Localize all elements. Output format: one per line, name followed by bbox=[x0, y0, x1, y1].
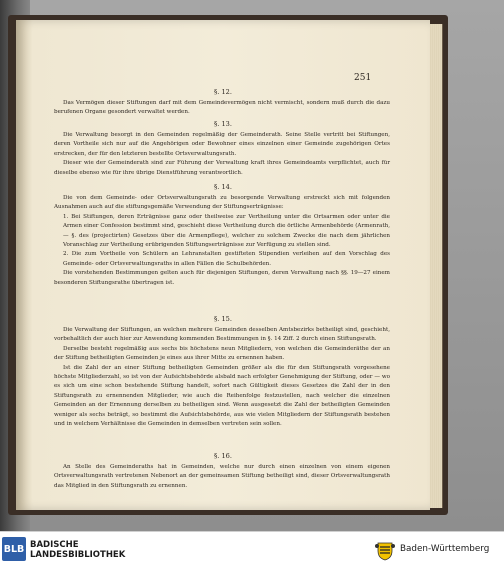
library-name-line2: LANDESBIBLIOTHEK bbox=[30, 550, 126, 560]
section-15-text bbox=[54, 326, 390, 429]
section-heading-13: §. 13. bbox=[214, 120, 232, 128]
library-name[interactable] bbox=[30, 540, 125, 560]
coat-of-arms-icon[interactable] bbox=[374, 539, 396, 561]
paragraph: An Stelle des Gemeinderaths hat in Gemeinden, welche nur durch einen einzelnen von einem eigenen Ortsverwaltungsrath vertretenen Nebenort an der gemeinsamen Stiftung betheiligt sind, dieser Ortsverwaltungsrath das Mitglied in den Stiftungsrath zu ernennen. bbox=[54, 464, 390, 489]
paragraph: Dieser wie der Gemeinderath sind zur Führung der Verwaltung kraft ihres Gemeindeamts verpflichtet, auch für dieselbe ebenso wie für ihre übrige Dienstführung verantwortlich. bbox=[54, 160, 390, 176]
state-name[interactable]: Baden-Württemberg bbox=[400, 544, 490, 554]
section-12-text bbox=[54, 99, 390, 118]
section-heading-15: §. 15. bbox=[214, 315, 232, 323]
list-item: 2. Die zum Vortheile von Schülern an Lehranstalten gestifteten Stipendien verleihen auf den Vorschlag des Gemeinde- oder Ortsverwaltungsraths in allen Fällen die Schulbehörden. bbox=[63, 251, 390, 267]
paragraph: Die Verwaltung besorgt in den Gemeinden regelmäßig der Gemeinderath. Seine Stelle vertritt bei Stiftungen, deren Vortheile sich nur auf die Angehörigen oder Bewohner eines einzelnen einer Gemeinde zugehörigen Ortes erstrecken, der für den letzteren bestellte Ortsverwaltungsrath. bbox=[54, 132, 390, 157]
section-13-text bbox=[54, 131, 390, 178]
blb-logo[interactable]: BLB bbox=[2, 537, 26, 561]
viewer-footer bbox=[0, 531, 504, 567]
book-page bbox=[16, 20, 430, 510]
page-number: 251 bbox=[354, 73, 372, 83]
section-heading-12: §. 12. bbox=[214, 88, 232, 96]
section-16-text bbox=[54, 463, 390, 491]
list-item: 1. Bei Stiftungen, deren Erträgnisse ganz oder theilweise zur Vertheilung unter die Ortsarmen oder unter die Armen einer Confession bestimmt sind, geschieht diese Vertheilung durch die örtliche Armenbehörde (Armenrath, — §. des (projectirten) Gesetzes über die Armenpflege), welcher zu solchem Zwecke die nach dem jährlichen Voranschlag zur Vertheilung erübrigenden Stiftungserträgnisse zur Verfügung zu stellen sind. bbox=[63, 213, 390, 249]
section-heading-14: §. 14. bbox=[214, 183, 232, 191]
paragraph: Das Vermögen dieser Stiftungen darf mit dem Gemeindevermögen nicht vermischt, sondern muß durch die dazu berufenen Organe gesondert verwaltet werden. bbox=[54, 100, 390, 116]
paragraph: Die vorstehenden Bestimmungen gelten auch für diejenigen Stiftungen, deren Verwaltung nach §§. 19—27 einem besonderen Stiftungsrathe übertragen ist. bbox=[54, 270, 390, 286]
paragraph: Derselbe besteht regelmäßig aus sechs bis höchstens neun Mitgliedern, von welchen die Gemeinderäthe der an der Stiftung betheiligten Gemeinden je eines aus ihrer Mitte zu ernennen haben. bbox=[54, 345, 390, 362]
page-stack-edge bbox=[428, 24, 443, 508]
section-14-text bbox=[54, 194, 390, 288]
paragraph: Ist die Zahl der an einer Stiftung betheiligten Gemeinden größer als die für den Stiftungsrath vorgesehene höchste Mitgliederzahl, so ist von der Aufsichtsbehörde alsbald nach erfolgter Genehmigung der Stiftung, oder — wo es sich um eine schon bestehende Stiftung handelt, sofort nach Gültigkeit dieses Gesetzes die Zahl der in den Stiftungsrath zu ernennenden Mitglieder, wie auch die Reihenfolge festzustellen, nach welcher die einzelnen Gemeinden an der Ernennung derselben zu betheiligen sind. Wenn ausgesetzt die Zahl der betheiligten Gemeinden weniger als sechs beträgt, so bestimmt die Aufsichtsbehörde, aus wie vielen Mitgliedern der Stiftungsrath bestehen und in welchem Verhältnisse die Gemeinden in demselben vertreten sein sollen. bbox=[54, 364, 390, 428]
library-name-line1: BADISCHE bbox=[30, 540, 79, 550]
section-heading-16: §. 16. bbox=[214, 452, 232, 460]
paragraph: Die Verwaltung der Stiftungen, an welchen mehrere Gemeinden desselben Amtsbezirks betheiligt sind, geschieht, vorbehaltlich der auch hier zur Anwendung kommenden Bestimmungen in §. 14 Ziff. 2 durch einen Stiftungsrath. bbox=[54, 327, 390, 343]
paragraph: Die von dem Gemeinde- oder Ortsverwaltungsrath zu besorgende Verwaltung erstreckt sich mit folgenden Ausnahmen auch auf die stiftungsgemäße Verwendung der Stiftungserträgnisse: bbox=[54, 195, 390, 211]
